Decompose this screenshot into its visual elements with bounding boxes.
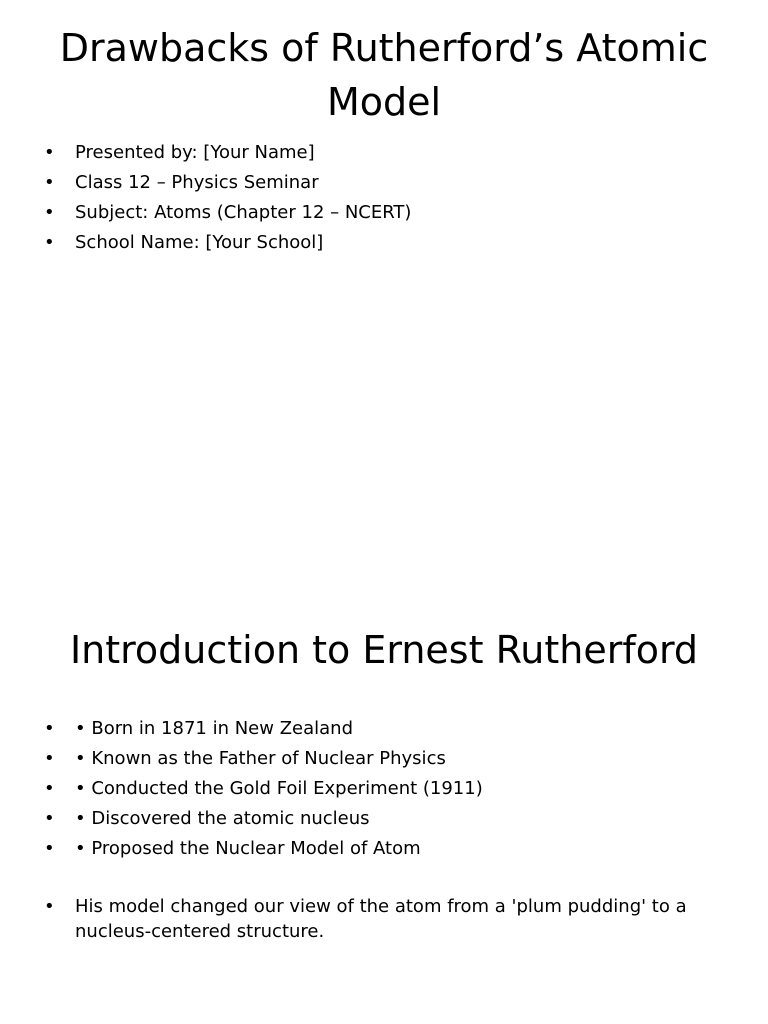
list-item: [0, 198, 720, 228]
list-item-text: • Born in 1871 in New Zealand: [75, 718, 353, 739]
bullet-icon: •: [44, 838, 55, 859]
list-item: [0, 834, 720, 864]
list-item-text: School Name: [Your School]: [75, 232, 324, 253]
list-item-text: His model changed our view of the atom from a 'plum pudding' to a nucleus-centered structure.: [75, 896, 687, 942]
bullet-icon: •: [44, 896, 55, 917]
slide-1-title: Drawbacks of Rutherford’s Atomic Model: [59, 26, 709, 124]
list-item: [0, 714, 720, 744]
list-item: [0, 138, 720, 168]
list-item-text: • Discovered the atomic nucleus: [75, 808, 370, 829]
list-item-text: • Proposed the Nuclear Model of Atom: [75, 838, 421, 859]
list-item: [0, 168, 720, 198]
list-item: [0, 744, 720, 774]
slide-2-title: Introduction to Ernest Rutherford: [69, 628, 699, 672]
bullet-icon: •: [44, 718, 55, 739]
bullet-icon: •: [44, 232, 55, 253]
slide-1-bullet-list: [0, 138, 720, 258]
slide-2-bullet-list: [0, 714, 720, 944]
bullet-icon: •: [44, 172, 55, 193]
bullet-icon: •: [44, 142, 55, 163]
list-item-text: Class 12 – Physics Seminar: [75, 172, 319, 193]
bullet-icon: •: [44, 808, 55, 829]
list-item: [0, 774, 720, 804]
bullet-icon: •: [44, 778, 55, 799]
list-item: [0, 228, 720, 258]
list-item-text: • Conducted the Gold Foil Experiment (1911): [75, 778, 483, 799]
list-item-text: Subject: Atoms (Chapter 12 – NCERT): [75, 202, 412, 223]
list-item-text: • Known as the Father of Nuclear Physics: [75, 748, 446, 769]
list-item-text: Presented by: [Your Name]: [75, 142, 315, 163]
list-item: [0, 894, 720, 944]
list-item: [0, 804, 720, 834]
bullet-icon: •: [44, 202, 55, 223]
slide-2: [0, 512, 768, 1024]
bullet-icon: •: [44, 748, 55, 769]
